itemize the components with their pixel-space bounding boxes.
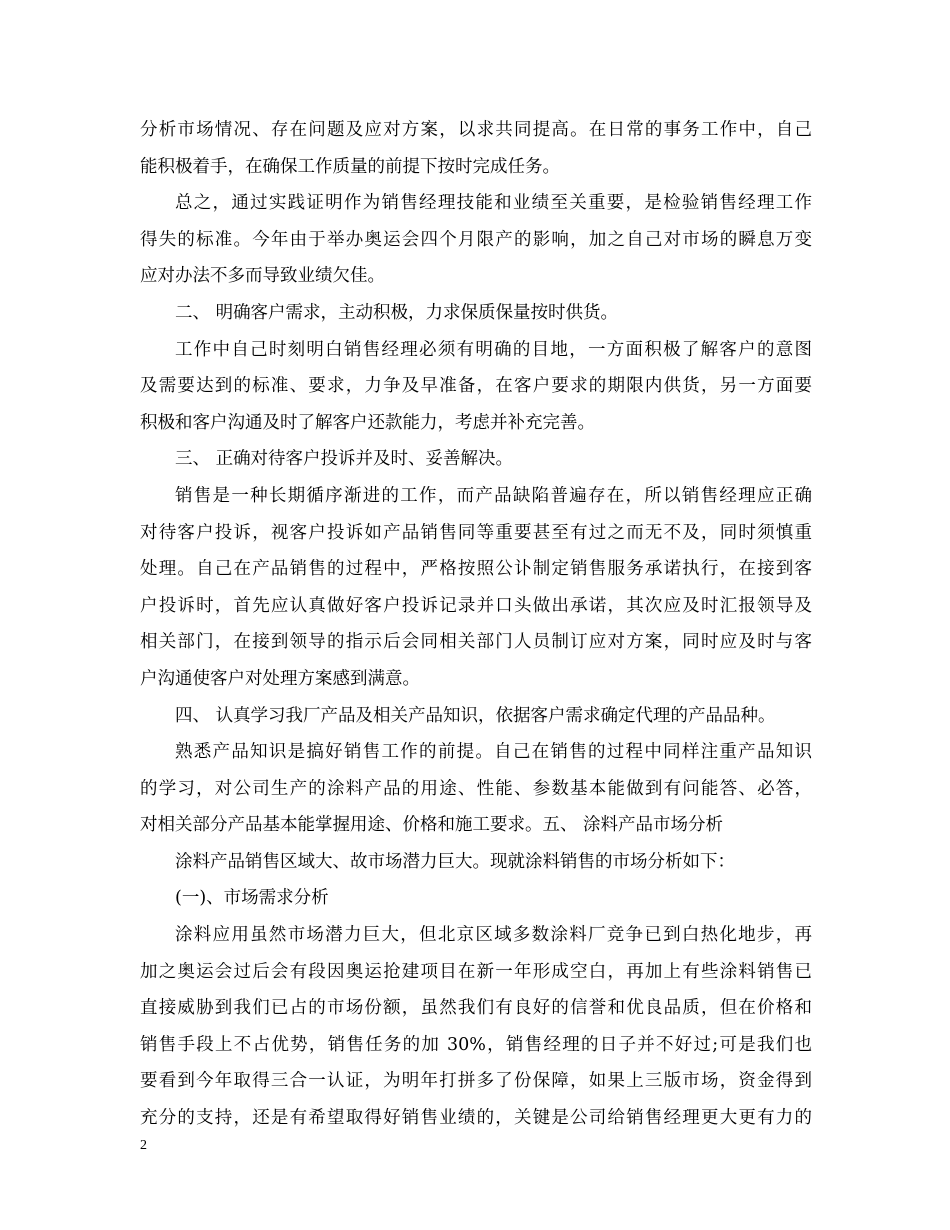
text-line: 销售是一种长期循序渐进的工作，而产品缺陷普遍存在，所以销售经理应正确 [175,485,812,506]
text-line: 熟悉产品知识是搞好销售工作的前提。自己在销售的过程中同样注重产品知识 [175,742,812,763]
text-line: 户沟通使客户对处理方案感到满意。 [140,668,420,689]
text-line: 分析市场情况、存在问题及应对方案，以求共同提高。在日常的事务工作中，自己 [140,120,812,140]
text-line: 总之，通过实践证明作为销售经理技能和业绩至关重要，是检验销售经理工作 [175,193,812,214]
text-line: 对相关部分产品基本能掌握用途、价格和施工要求。五、 涂料产品市场分析 [140,815,724,836]
text-line: 涂料产品销售区域大、故市场潜力巨大。现就涂料销售的市场分析如下： [175,851,735,872]
text-line: 加之奥运会过后会有段因奥运抢建项目在新一年形成空白，再加上有些涂料销售已 [140,961,812,982]
text-line: 得失的标准。今年由于举办奥运会四个月限产的影响，加之自己对市场的瞬息万变 [140,229,812,250]
text-line: 积极和客户沟通及时了解客户还款能力，考虑并补充完善。 [140,412,595,433]
text-line: 销售手段上不占优势，销售任务的加 30%，销售经理的日子并不好过;可是我们也 [140,1034,812,1055]
text-line: 充分的支持，还是有希望取得好销售业绩的，关键是公司给销售经理更大更有力的 [140,1108,812,1129]
page-number: 2 [140,1138,147,1153]
text-line: 能积极着手，在确保工作质量的前提下按时完成任务。 [140,156,560,177]
text-line: 及需要达到的标准、要求，力争及早准备，在客户要求的期限内供货，另一方面要 [140,376,812,397]
text-line: 三、 正确对待客户投诉并及时、妥善解决。 [175,449,514,470]
document-body [140,112,812,1137]
text-line: 的学习，对公司生产的涂料产品的用途、性能、参数基本能做到有问能答、必答， [140,778,812,799]
text-line: 涂料应用虽然市场潜力巨大，但北京区域多数涂料厂竞争已到白热化地步，再 [175,925,812,946]
text-line: 四、 认真学习我厂产品及相关产品知识，依据客户需求确定代理的产品品种。 [175,705,776,726]
text-line: (一)、市场需求分析 [175,888,329,909]
text-line: 工作中自己时刻明白销售经理必须有明确的目地，一方面积极了解客户的意图 [175,339,812,360]
text-line: 应对办法不多而导致业绩欠佳。 [140,266,385,287]
text-line: 二、 明确客户需求，主动积极，力求保质保量按时供货。 [175,302,619,323]
text-line: 处理。自己在产品销售的过程中，严格按照公讣制定销售服务承诺执行，在接到客 [140,559,812,580]
text-line: 直接威胁到我们已占的市场份额，虽然我们有良好的信誉和优良品质，但在价格和 [140,998,812,1019]
text-line: 对待客户投诉，视客户投诉如产品销售同等重要甚至有过之而无不及，同时须慎重 [140,522,812,543]
text-line: 相关部门，在接到领导的指示后会同相关部门人员制订应对方案，同时应及时与客 [140,632,812,653]
text-line: 户投诉时，首先应认真做好客户投诉记录并口头做出承诺，其次应及时汇报领导及 [140,595,812,616]
text-line: 要看到今年取得三合一认证，为明年打拼多了份保障，如果上三版市场，资金得到 [140,1071,812,1092]
